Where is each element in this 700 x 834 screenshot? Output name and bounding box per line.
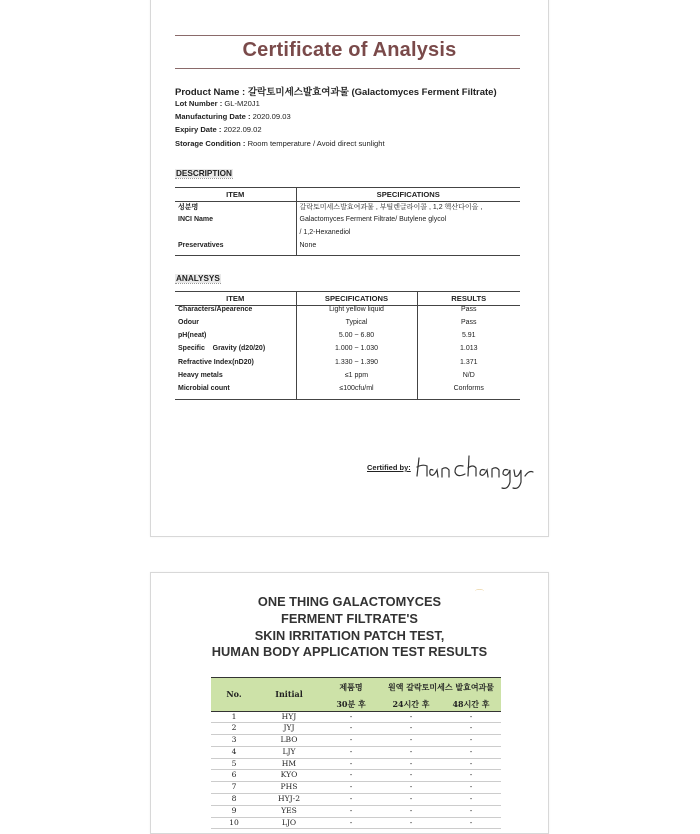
expiry-date-label: Expiry Date : xyxy=(175,125,222,134)
signature-image xyxy=(411,446,536,496)
row-no: 7 xyxy=(211,782,257,794)
analysis-row-item: Odour xyxy=(178,318,199,326)
row-t1: - xyxy=(321,735,381,747)
row-t1: - xyxy=(321,723,381,735)
certificate-page xyxy=(150,0,549,537)
description-header-item: ITEM xyxy=(175,188,296,202)
analysis-row-spec: ≤1 ppm xyxy=(296,372,417,385)
storage-condition-value: Room temperature / Avoid direct sunlight xyxy=(247,139,385,148)
storage-condition-line xyxy=(175,139,385,148)
table-row xyxy=(211,711,501,723)
description-row-spec: / 1,2-Hexanediol xyxy=(296,229,520,242)
description-header-specifications: SPECIFICATIONS xyxy=(296,188,520,202)
analysis-row-result: N/D xyxy=(417,372,520,385)
row-no: 2 xyxy=(211,723,257,735)
patch-test-title-line: ONE THING GALACTOMYCES xyxy=(257,594,442,609)
row-t3: - xyxy=(441,794,501,806)
certificate-title: Certificate of Analysis xyxy=(242,39,457,61)
row-initial: LJY xyxy=(257,746,321,758)
header-product-label: 제품명 xyxy=(321,678,381,698)
manufacturing-date-label: Manufacturing Date : xyxy=(175,112,251,121)
row-t1: - xyxy=(321,711,381,723)
patch-test-title-line: HUMAN BODY APPLICATION TEST RESULTS xyxy=(211,644,488,659)
row-no: 4 xyxy=(211,746,257,758)
row-no: 3 xyxy=(211,735,257,747)
title-top-rule xyxy=(175,35,520,36)
row-initial: LJO xyxy=(257,817,321,829)
analysis-row-item: Characters/Apearence xyxy=(178,306,253,313)
row-t2: - xyxy=(381,711,441,723)
analysis-row-result: Pass xyxy=(417,319,520,332)
row-t3: - xyxy=(441,735,501,747)
analysis-table xyxy=(175,291,520,400)
table-row xyxy=(211,794,501,806)
analysis-row-spec: 1.330 ~ 1.390 xyxy=(296,359,417,372)
description-row-item xyxy=(175,229,296,242)
analysis-row-spec: 1.000 ~ 1.030 xyxy=(296,345,417,358)
row-t3: - xyxy=(441,805,501,817)
table-row xyxy=(211,782,501,794)
description-section-label: DESCRIPTION xyxy=(176,169,232,178)
header-time-24h: 24시간 후 xyxy=(381,698,441,712)
row-initial: KYO xyxy=(257,770,321,782)
row-t3: - xyxy=(441,782,501,794)
row-t2: - xyxy=(381,735,441,747)
analysis-row-result: 1.371 xyxy=(417,359,520,372)
description-row-item: 성분명 xyxy=(178,204,199,211)
storage-condition-label: Storage Condition : xyxy=(175,139,246,148)
description-row-spec: None xyxy=(296,242,520,256)
expiry-date-line xyxy=(175,125,262,134)
analysis-row-item: pH(neat) xyxy=(178,332,207,340)
row-initial: PHS xyxy=(257,782,321,794)
row-t1: - xyxy=(321,758,381,770)
row-t2: - xyxy=(381,782,441,794)
analysis-row-spec: ≤100cfu/ml xyxy=(296,385,417,399)
row-t3: - xyxy=(441,770,501,782)
analysis-header-specifications: SPECIFICATIONS xyxy=(296,292,417,306)
row-t1: - xyxy=(321,746,381,758)
row-no: 10 xyxy=(211,817,257,829)
row-initial: JYJ xyxy=(257,723,321,735)
row-initial: YES xyxy=(257,805,321,817)
row-no: 8 xyxy=(211,794,257,806)
manufacturing-date-value: 2020.09.03 xyxy=(252,112,291,121)
row-t1: - xyxy=(321,794,381,806)
row-t1: - xyxy=(321,817,381,829)
analysis-header-item: ITEM xyxy=(175,292,296,306)
certified-by-label: Certified by: xyxy=(367,463,411,472)
manufacturing-date-line xyxy=(175,112,291,121)
analysis-row-result: 1.013 xyxy=(417,345,520,358)
header-time-30min: 30분 후 xyxy=(321,698,381,712)
analysis-row-item: Specific Gravity (d20/20) xyxy=(178,345,266,353)
product-name-value: 갈락토미세스발효여과물 (Galactomyces Ferment Filtrate) xyxy=(247,87,497,98)
analysis-row-item: Heavy metals xyxy=(178,371,223,379)
decorative-mark-icon: ⌒ xyxy=(475,589,485,599)
row-initial: HYJ xyxy=(257,711,321,723)
analysis-row-item: Microbial count xyxy=(175,385,296,399)
table-row xyxy=(211,723,501,735)
patch-test-page xyxy=(150,572,549,834)
row-t1: - xyxy=(321,782,381,794)
description-table xyxy=(175,187,520,256)
header-no: No. xyxy=(211,678,257,712)
row-initial: LBO xyxy=(257,735,321,747)
row-t2: - xyxy=(381,805,441,817)
table-row xyxy=(211,746,501,758)
analysis-header-results: RESULTS xyxy=(417,292,520,306)
analysis-row-result: Pass xyxy=(417,306,520,319)
row-no: 9 xyxy=(211,805,257,817)
row-initial: HYJ-2 xyxy=(257,794,321,806)
row-t2: - xyxy=(381,794,441,806)
table-row xyxy=(211,735,501,747)
patch-test-title-line: SKIN IRRITATION PATCH TEST, xyxy=(254,628,445,643)
product-name-label: Product Name : xyxy=(175,87,246,98)
row-t3: - xyxy=(441,723,501,735)
header-time-48h: 48시간 후 xyxy=(441,698,501,712)
table-row xyxy=(211,817,501,829)
description-row-item: INCI Name xyxy=(178,215,214,223)
analysis-row-result: Conforms xyxy=(417,385,520,399)
row-t2: - xyxy=(381,817,441,829)
analysis-row-spec: Light yellow liquid xyxy=(296,306,417,319)
patch-test-title-line: FERMENT FILTRATE'S xyxy=(281,611,418,626)
row-t3: - xyxy=(441,746,501,758)
table-row xyxy=(211,805,501,817)
analysis-row-spec: 5.00 ~ 6.80 xyxy=(296,332,417,345)
row-t1: - xyxy=(321,770,381,782)
row-t3: - xyxy=(441,711,501,723)
row-no: 6 xyxy=(211,770,257,782)
title-bottom-rule xyxy=(175,68,520,69)
analysis-section-label: ANALYSYS xyxy=(176,274,220,283)
row-t1: - xyxy=(321,805,381,817)
row-t2: - xyxy=(381,758,441,770)
row-t3: - xyxy=(441,817,501,829)
header-product-name: 원액 갈락토미세스 발효여과물 xyxy=(381,678,501,698)
row-t2: - xyxy=(381,746,441,758)
table-row xyxy=(211,770,501,782)
patch-test-table xyxy=(211,677,501,829)
lot-number-value: GL-M20J1 xyxy=(224,99,260,108)
expiry-date-value: 2022.09.02 xyxy=(223,125,262,134)
product-name-line xyxy=(175,84,497,98)
description-row-item: Preservatives xyxy=(175,242,296,256)
analysis-row-spec: Typical xyxy=(296,319,417,332)
description-row-spec: 갈락토미세스발효여과물 , 부틸렌글라이콜 , 1,2 헥산다이올 , xyxy=(296,202,520,216)
row-no: 5 xyxy=(211,758,257,770)
row-t2: - xyxy=(381,723,441,735)
description-row-spec: Galactomyces Ferment Filtrate/ Butylene glycol xyxy=(296,216,520,229)
header-initial: Initial xyxy=(257,678,321,712)
row-initial: HM xyxy=(257,758,321,770)
lot-number-line xyxy=(175,99,260,108)
row-t3: - xyxy=(441,758,501,770)
table-row xyxy=(211,758,501,770)
lot-number-label: Lot Number : xyxy=(175,99,223,108)
row-t2: - xyxy=(381,770,441,782)
analysis-row-item: Refractive Index(nD20) xyxy=(178,358,254,366)
analysis-row-result: 5.91 xyxy=(417,332,520,345)
row-no: 1 xyxy=(211,711,257,723)
